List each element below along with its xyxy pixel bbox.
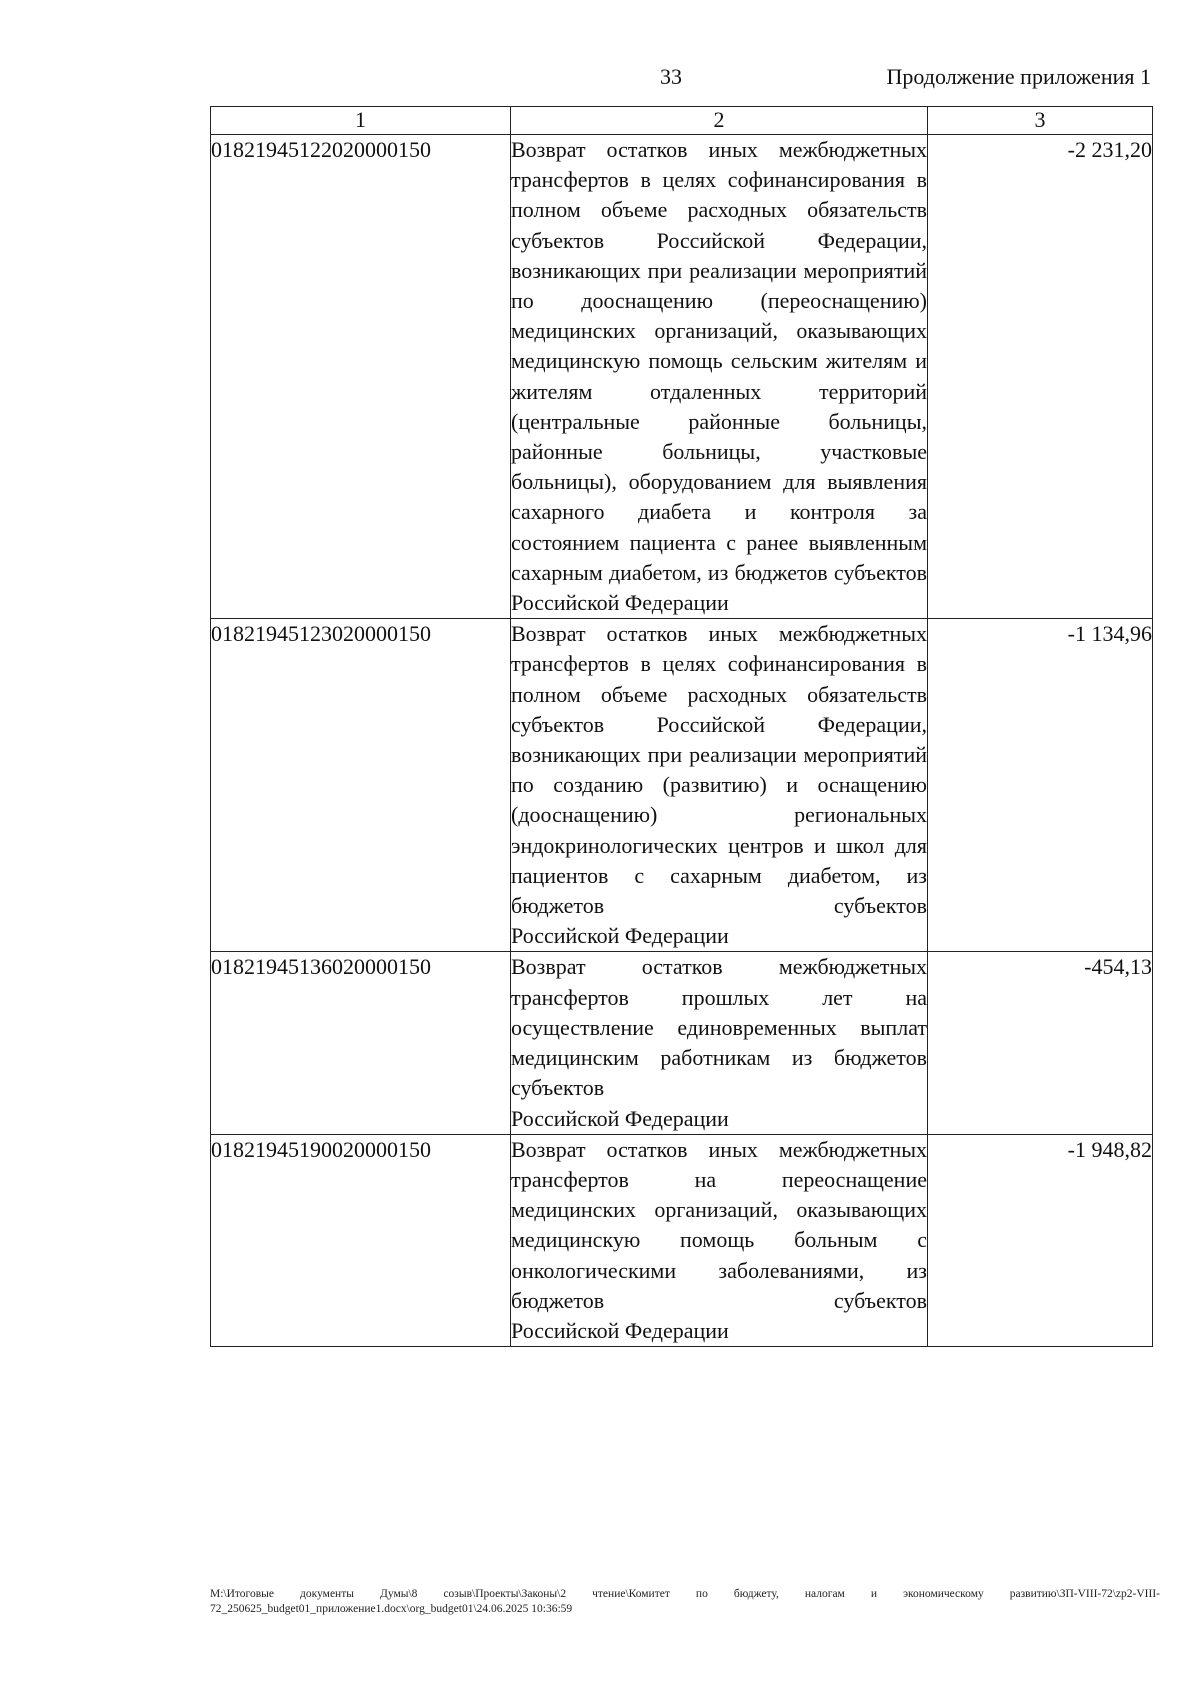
description-last-line: Российской Федерации (511, 590, 729, 616)
document-file-path: M:\Итоговые документы Думы\8 созыв\Проекты\Законы\2 чтение\Комитет по бюджету, налогам и экономическому развитию\ЗП-VIII-72\zp2-VIII-72_250625_budget01_приложение1.docx\org_budget01\24.06.2025 10:36:59 (210, 1588, 1160, 1615)
continuation-note: Продолжение приложения 1 (886, 64, 1151, 89)
description-last-line: Российской Федерации (511, 923, 729, 949)
description-last-line: Российской Федерации (511, 1105, 729, 1131)
amount-cell: -454,13 (928, 952, 1153, 1134)
column-header-code: 1 (211, 107, 511, 135)
table-row (211, 619, 1153, 952)
description-cell (511, 952, 928, 1134)
table-row (211, 135, 1153, 619)
table-header-row (211, 107, 1153, 135)
table-row (211, 1134, 1153, 1346)
amount-cell: -1 948,82 (928, 1134, 1153, 1346)
page-number: 33 (660, 64, 682, 89)
description-cell (511, 619, 928, 952)
budget-code-cell: 01821945123020000150 (211, 619, 511, 952)
description-text: Возврат остатков иных межбюджетных трансфертов на переоснащение медицинских организаций, оказывающих медицинскую помощь больным с онкологическими заболеваниями, из бюджетов субъектов (511, 1136, 927, 1313)
description-last-line: Российской Федерации (511, 1317, 729, 1343)
description-text: Возврат остатков иных межбюджетных трансфертов в целях софинансирования в полном объеме расходных обязательств субъектов Российской Федерации, возникающих при реализации мероприятий по созданию (развитию) и оснащению (дооснащению) региональных эндокринологических центров и школ для пациентов с сахарным диабетом, из бюджетов субъектов (511, 621, 927, 919)
table-row (211, 952, 1153, 1134)
amount-cell: -2 231,20 (928, 135, 1153, 619)
budget-table (210, 106, 1153, 1347)
column-header-description: 2 (511, 107, 928, 135)
budget-code-cell: 01821945136020000150 (211, 952, 511, 1134)
budget-code-cell: 01821945122020000150 (211, 135, 511, 619)
description-text: Возврат остатков иных межбюджетных трансфертов в целях софинансирования в полном объеме расходных обязательств субъектов Российской Федерации, возникающих при реализации мероприятий по дооснащению (переоснащению) медицинских организаций, оказывающих медицинскую помощь сельским жителям и жителям отдаленных территорий (центральные районные больницы, районные больницы, участковые больницы), оборудованием для выявления сахарного диабета и контроля за состоянием пациента с ранее выявленным сахарным диабетом, из бюджетов субъектов (511, 137, 927, 585)
budget-code-cell: 01821945190020000150 (211, 1134, 511, 1346)
column-header-amount: 3 (928, 107, 1153, 135)
description-cell (511, 135, 928, 619)
amount-cell: -1 134,96 (928, 619, 1153, 952)
description-cell (511, 1134, 928, 1346)
description-text: Возврат остатков межбюджетных трансфертов прошлых лет на осуществление единовременных выплат медицинским работникам из бюджетов субъектов (511, 954, 927, 1101)
